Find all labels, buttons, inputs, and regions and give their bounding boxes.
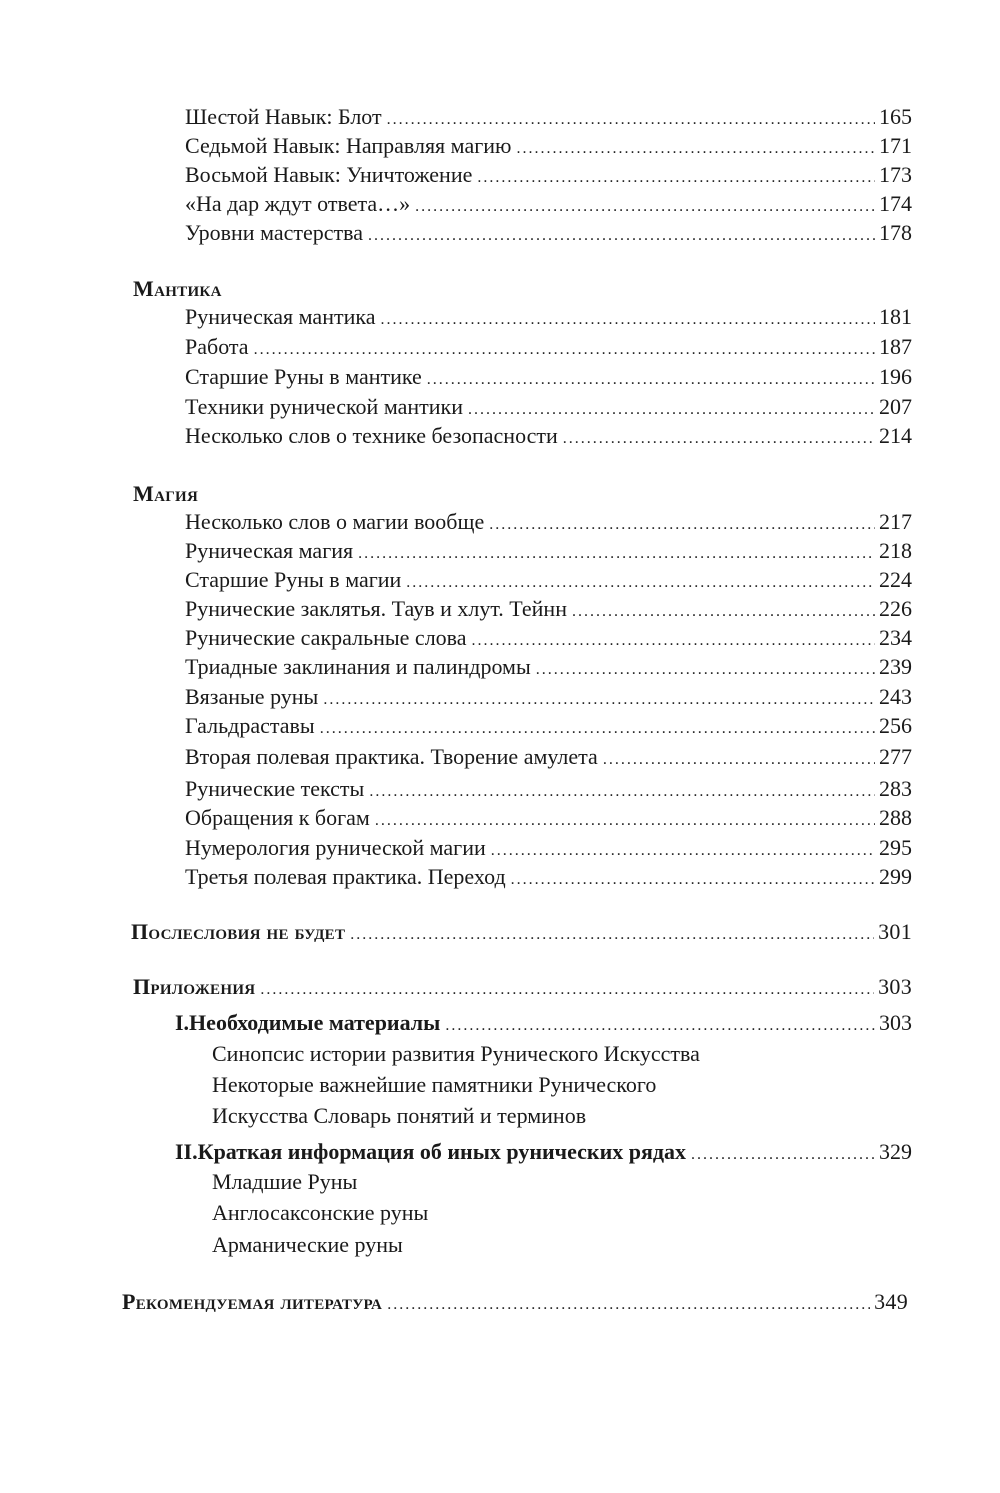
entry-page: 171 [879,133,912,158]
toc-entry[interactable] [185,742,912,775]
entry-title: I.Необходимые материалы [175,1010,441,1035]
toc-entry-appendix-part2[interactable] [175,1137,912,1170]
entry-title: Техники рунической мантики [185,394,463,419]
toc-entry[interactable] [185,302,912,335]
entry-title: Рунические сакральные слова [185,625,467,650]
toc-entry-appendix[interactable] [133,972,912,1005]
entry-title: Седьмой Навык: Направляя магию [185,133,512,158]
dot-leader [320,714,875,744]
toc-entry-literature[interactable] [122,1287,908,1320]
entry-title: Уровни мастерства [185,220,363,245]
dot-leader [260,975,874,1005]
section-heading-magia: Магия [133,481,199,506]
toc-entry-appendix-part1[interactable] [175,1008,912,1041]
entry-title: Руническая мантика [185,304,376,329]
entry-page: 224 [879,567,912,592]
entry-title: Рунические заклятья. Таув и хлут. Тейнн [185,596,567,621]
entry-title: Гальдраставы [185,713,315,738]
dot-leader [380,305,875,335]
sub-item[interactable]: Младшие Руны [212,1169,358,1194]
toc-entry[interactable] [185,711,912,744]
entry-page: 234 [879,625,912,650]
entry-page: 207 [879,394,912,419]
entry-title: Вязаные руны [185,684,319,709]
entry-title: Рунические тексты [185,776,365,801]
dot-leader [445,1011,875,1041]
entry-page: 217 [879,509,912,534]
entry-title: Триадные заклинания и палиндромы [185,654,531,679]
sub-item[interactable]: Англосаксонские руны [212,1200,429,1225]
entry-page: 214 [879,423,912,448]
toc-entry[interactable] [185,362,912,395]
toc-entry[interactable] [185,332,912,365]
dot-leader [427,365,875,395]
sub-item[interactable]: Синопсис истории развития Рунического Искусства [212,1041,700,1066]
entry-title: Рекомендуемая литература [122,1289,383,1314]
entry-page: 256 [879,713,912,738]
entry-page: 349 [874,1289,908,1314]
dot-leader [350,920,874,950]
toc-entry[interactable] [185,652,912,685]
entry-title: Руническая магия [185,538,354,563]
entry-page: 243 [879,684,912,709]
toc-entry[interactable] [185,862,912,895]
entry-page: 283 [879,776,912,801]
entry-page: 303 [879,1010,912,1035]
entry-page: 288 [879,805,912,830]
entry-page: 295 [879,835,912,860]
dot-leader [254,335,875,365]
dot-leader [536,655,875,685]
entry-title: Старшие Руны в мантике [185,364,422,389]
entry-title: Третья полевая практика. Переход [185,864,506,889]
section-heading-mantika: Мантика [133,276,222,301]
toc-entry-afterword[interactable] [131,917,912,950]
entry-page: 329 [879,1139,912,1164]
entry-title: «На дар ждут ответа…» [185,191,411,216]
entry-page: 218 [879,538,912,563]
entry-page: 277 [879,744,912,769]
entry-title: Приложения [133,974,256,999]
entry-page: 173 [879,162,912,187]
toc-entry[interactable] [185,803,912,836]
sub-item[interactable]: Некоторые важнейшие памятники Рунического [212,1072,657,1097]
dot-leader [563,424,875,454]
entry-title: II.Краткая информация об иных рунических рядах [175,1139,687,1164]
toc-entry[interactable] [185,218,912,251]
entry-title: Несколько слов о технике безопасности [185,423,558,448]
entry-title: Шестой Навык: Блот [185,104,382,129]
dot-leader [511,865,875,895]
dot-leader [375,806,875,836]
entry-page: 187 [879,334,912,359]
entry-page: 239 [879,654,912,679]
entry-page: 303 [878,974,912,999]
sub-item[interactable]: Искусства Словарь понятий и терминов [212,1103,587,1128]
entry-title: Послесловия не будет [131,919,346,944]
entry-title: Несколько слов о магии вообще [185,509,485,534]
entry-title: Старшие Руны в магии [185,567,402,592]
entry-page: 196 [879,364,912,389]
dot-leader [691,1140,875,1170]
entry-page: 301 [878,919,912,944]
entry-page: 181 [879,304,912,329]
dot-leader [603,745,875,775]
entry-page: 178 [879,220,912,245]
entry-title: Обращения к богам [185,805,370,830]
entry-page: 174 [879,191,912,216]
dot-leader [368,221,875,251]
dot-leader [387,1290,870,1320]
entry-title: Вторая полевая практика. Творение амулета [185,744,598,769]
entry-title: Восьмой Навык: Уничтожение [185,162,473,187]
entry-page: 226 [879,596,912,621]
entry-title: Работа [185,334,249,359]
entry-page: 299 [879,864,912,889]
sub-item[interactable]: Арманические руны [212,1232,403,1257]
toc-entry[interactable] [185,421,912,454]
entry-title: Нумерология рунической магии [185,835,486,860]
entry-page: 165 [879,104,912,129]
